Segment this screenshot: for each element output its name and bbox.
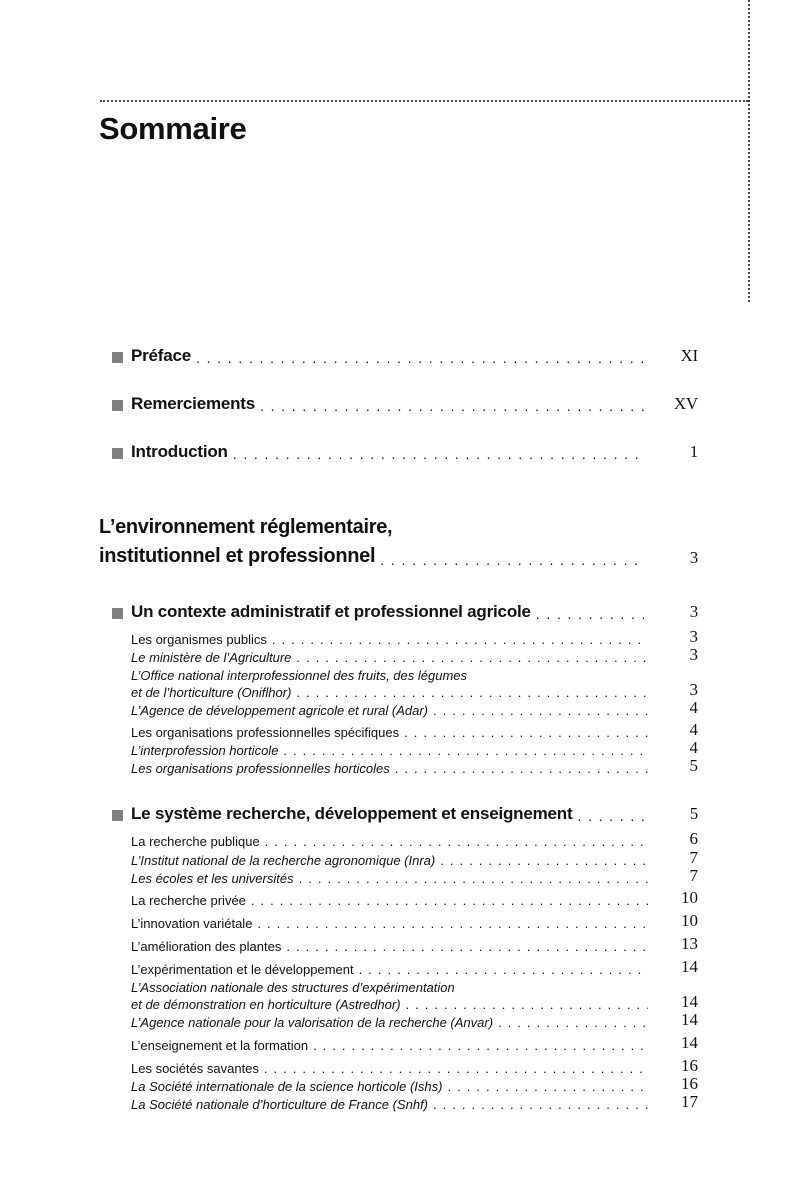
toc-page: 3 <box>689 548 698 567</box>
toc-label: Les organisations professionnelles spécifiques <box>131 725 400 740</box>
toc-label: Préface <box>131 346 192 365</box>
chapter-title: Un contexte administratif et professionnel agricole <box>131 602 531 621</box>
toc-label: Introduction <box>131 442 228 461</box>
toc-section[interactable] <box>131 957 698 977</box>
chapter-title: Le système recherche, développement et enseignement <box>131 804 573 823</box>
toc-page: 5 <box>689 804 698 823</box>
toc-subsection-line1: L’Office national interprofessionnel des fruits, des légumes <box>131 668 468 683</box>
toc-entry-remerciements[interactable] <box>112 394 698 414</box>
toc-page: XV <box>673 394 698 413</box>
toc-label: L’innovation variétale <box>131 916 253 931</box>
toc-section[interactable] <box>131 911 698 931</box>
toc-page: 10 <box>681 911 698 930</box>
toc-page: XI <box>680 346 698 365</box>
toc-page: 14 <box>681 957 698 976</box>
toc-label: Remerciements <box>131 394 256 413</box>
toc-page: 16 <box>681 1056 698 1075</box>
toc-label: La Société internationale de la science horticole (Ishs) <box>131 1079 443 1094</box>
square-bullet-icon <box>112 448 123 459</box>
square-bullet-icon <box>112 400 123 411</box>
part-title-line2: institutionnel et professionnel <box>99 545 376 567</box>
toc-section[interactable] <box>131 720 698 740</box>
toc-subsection[interactable] <box>131 756 698 776</box>
toc-subsection-line1: L’Association nationale des structures d’expérimentation <box>131 980 455 995</box>
toc-subsection[interactable] <box>131 992 698 1012</box>
dot-leader <box>359 962 648 977</box>
toc-page: 4 <box>689 720 698 739</box>
toc-section[interactable] <box>131 1056 698 1076</box>
square-bullet-icon <box>112 352 123 363</box>
toc-page: 13 <box>681 934 698 953</box>
dot-leader <box>251 893 648 908</box>
toc-subsection[interactable] <box>131 848 698 868</box>
toc-section[interactable] <box>131 934 698 954</box>
toc-label: L’expérimentation et le développement <box>131 962 354 977</box>
toc-page: 3 <box>689 645 698 664</box>
dot-leader <box>498 1015 648 1030</box>
toc-label: L’amélioration des plantes <box>131 939 282 954</box>
square-bullet-icon <box>112 608 123 619</box>
dot-leader <box>265 834 648 849</box>
toc-subsection[interactable] <box>131 1010 698 1030</box>
dot-leader <box>272 632 648 647</box>
dot-leader <box>299 871 648 886</box>
dot-leader <box>380 552 644 568</box>
square-bullet-icon <box>112 810 123 821</box>
dot-leader <box>286 939 648 954</box>
toc-page: 3 <box>689 680 698 699</box>
dot-leader <box>296 685 648 700</box>
toc-page: 1 <box>689 442 698 461</box>
toc-label: La recherche publique <box>131 834 260 849</box>
toc-label: L’enseignement et la formation <box>131 1038 309 1053</box>
toc-page: 14 <box>681 1010 698 1029</box>
toc-label: Les sociétés savantes <box>131 1061 259 1076</box>
toc-section[interactable] <box>131 627 698 647</box>
toc-label: L’interprofession horticole <box>131 743 279 758</box>
dot-leader <box>447 1079 648 1094</box>
toc-label: Les écoles et les universités <box>131 871 294 886</box>
dot-leader <box>433 703 648 718</box>
toc-label: L’Institut national de la recherche agronomique (Inra) <box>131 853 436 868</box>
toc-label: et de l’horticulture (Oniflhor) <box>131 685 292 700</box>
part-title-line1: L’environnement réglementaire, <box>99 516 393 538</box>
dot-leader <box>257 916 648 931</box>
toc-subsection[interactable] <box>131 698 698 718</box>
toc-label: L’Agence nationale pour la valorisation de la recherche (Anvar) <box>131 1015 494 1030</box>
toc-subsection[interactable] <box>131 1074 698 1094</box>
toc-page: 14 <box>681 1033 698 1052</box>
toc-page: 17 <box>681 1092 698 1111</box>
toc-subsection[interactable] <box>131 680 698 700</box>
toc-part-entry[interactable] <box>99 545 698 568</box>
dot-leader <box>196 350 644 366</box>
toc-page: 7 <box>689 866 698 885</box>
dot-leader <box>260 398 644 414</box>
dot-leader <box>264 1061 648 1076</box>
toc-label: Les organismes publics <box>131 632 267 647</box>
toc-label: La recherche privée <box>131 893 246 908</box>
toc-page: 10 <box>681 888 698 907</box>
toc-section[interactable] <box>131 829 698 849</box>
dot-leader <box>395 761 648 776</box>
side-dotted-rule <box>748 0 750 302</box>
dot-leader <box>313 1038 648 1053</box>
toc-page: 3 <box>689 627 698 646</box>
toc-page: 14 <box>681 992 698 1011</box>
dot-leader <box>433 1097 648 1112</box>
toc-label: La Société nationale d’horticulture de France (Snhf) <box>131 1097 429 1112</box>
dot-leader <box>406 997 648 1012</box>
dot-leader <box>296 650 648 665</box>
toc-page: 5 <box>689 756 698 775</box>
toc-section[interactable] <box>131 888 698 908</box>
toc-subsection[interactable] <box>131 866 698 886</box>
toc-page: 7 <box>689 848 698 867</box>
toc-label: L’Agence de développement agricole et rural (Adar) <box>131 703 429 718</box>
dot-leader <box>440 853 648 868</box>
dot-leader <box>283 743 648 758</box>
toc-subsection[interactable] <box>131 1092 698 1112</box>
toc-chapter-1[interactable] <box>112 602 698 622</box>
page-title: Sommaire <box>99 111 247 146</box>
dot-leader <box>404 725 648 740</box>
toc-page: 3 <box>689 602 698 621</box>
dot-leader <box>536 606 644 622</box>
toc-entry-introduction[interactable] <box>112 442 698 462</box>
top-dotted-rule <box>100 100 748 102</box>
toc-page: 16 <box>681 1074 698 1093</box>
toc-label: et de démonstration en horticulture (Astredhor) <box>131 997 401 1012</box>
toc-subsection[interactable] <box>131 645 698 665</box>
toc-label: Les organisations professionnelles horticoles <box>131 761 390 776</box>
toc-page: 6 <box>689 829 698 848</box>
toc-page: 4 <box>689 698 698 717</box>
toc-label: Le ministère de l’Agriculture <box>131 650 292 665</box>
toc-subsection[interactable] <box>131 738 698 758</box>
toc-entry-preface[interactable] <box>112 346 698 366</box>
toc-chapter-2[interactable] <box>112 804 698 824</box>
dot-leader <box>577 808 644 824</box>
toc-page: 4 <box>689 738 698 757</box>
toc-section[interactable] <box>131 1033 698 1053</box>
dot-leader <box>233 446 644 462</box>
